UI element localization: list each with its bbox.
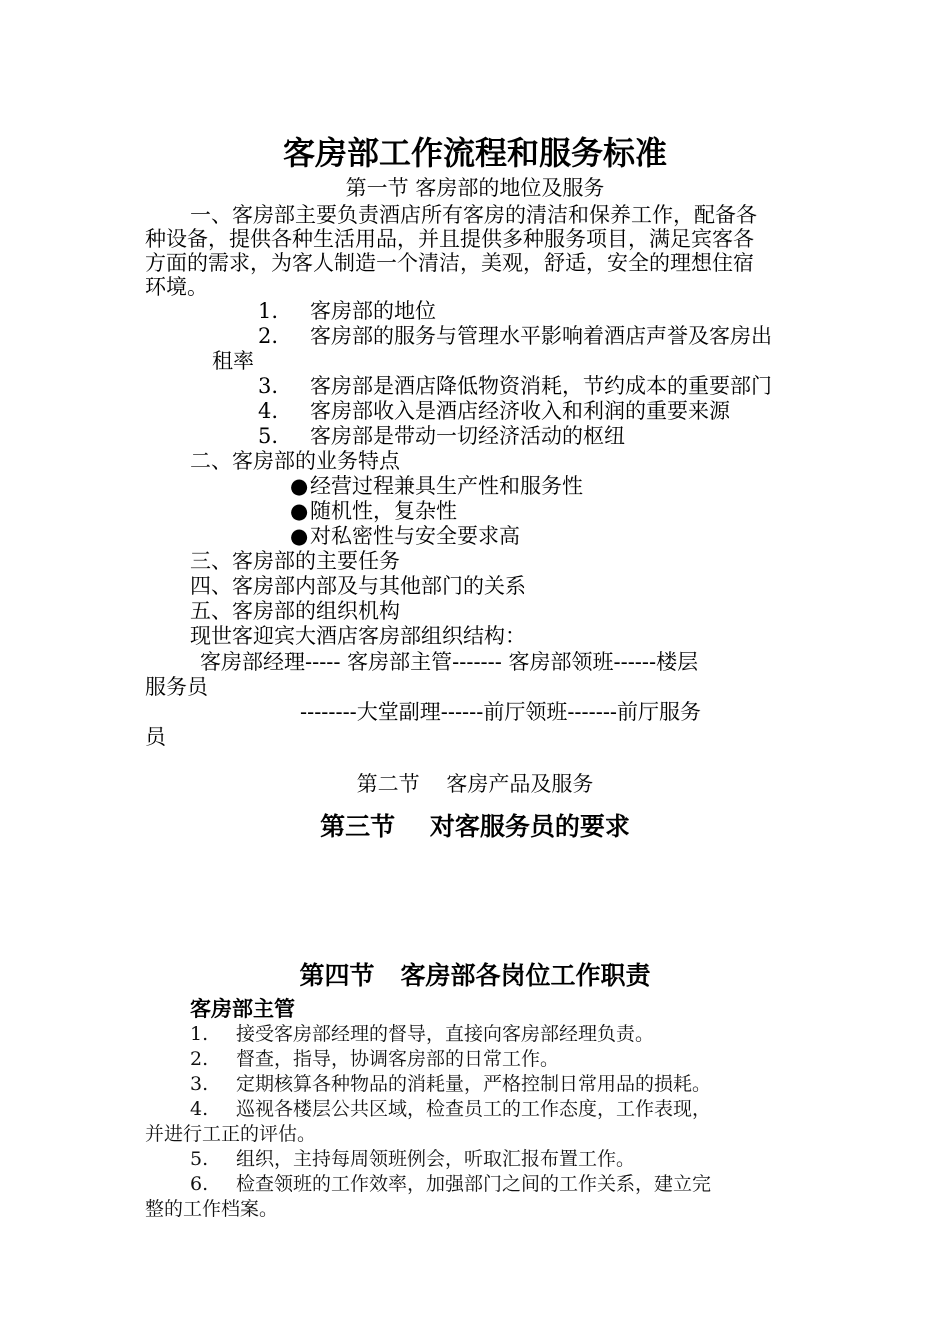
intro-line: 一、客房部主要负责酒店所有客房的清洁和保养工作，配备各: [190, 203, 757, 227]
tasks-heading: 三、客房部的主要任务: [190, 549, 400, 573]
org-chart-line: --------大堂副理------前厅领班-------前厅服务: [300, 700, 702, 724]
feature-item: [290, 499, 457, 523]
status-item-text: 客房部的服务与管理水平影响着酒店声誉及客房出: [310, 324, 772, 348]
duty-text: 组织，主持每周领班例会，听取汇报布置工作。: [236, 1148, 636, 1170]
status-item-number: 5.: [258, 424, 279, 448]
bullet-icon: ●: [290, 474, 309, 498]
duty-number: 1.: [190, 1023, 209, 1045]
status-item: [258, 299, 436, 323]
document-title: 客房部工作流程和服务标准: [282, 134, 667, 172]
feature-text: 对私密性与安全要求高: [310, 524, 520, 548]
status-item: [258, 374, 772, 398]
status-item-text: 客房部收入是酒店经济收入和利润的重要来源: [310, 399, 730, 423]
duty-text: 巡视各楼层公共区域，检查员工的工作态度，工作表现，: [236, 1098, 712, 1120]
duty-number: 4.: [190, 1098, 209, 1120]
status-item: [258, 399, 730, 423]
section2-heading: 第二节 客房产品及服务: [356, 772, 594, 796]
duty-text: 定期核算各种物品的消耗量，严格控制日常用品的损耗。: [236, 1073, 712, 1095]
intro-line: 种设备，提供各种生活用品，并且提供多种服务项目，满足宾客各: [145, 227, 754, 251]
duty-continuation: 整的工作档案。: [145, 1198, 279, 1220]
duty-item: [190, 1022, 654, 1046]
status-item: [258, 324, 772, 348]
section1-heading: 第一节 客房部的地位及服务: [345, 176, 605, 200]
duty-text: 检查领班的工作效率，加强部门之间的工作关系，建立完: [236, 1173, 712, 1195]
role-heading: 客房部主管: [190, 996, 295, 1021]
feature-item: [290, 474, 583, 498]
relations-heading: 四、客房部内部及与其他部门的关系: [190, 574, 526, 598]
duty-number: 5.: [190, 1148, 209, 1170]
duty-number: 6.: [190, 1173, 209, 1195]
status-item-text: 客房部是酒店降低物资消耗，节约成本的重要部门: [310, 374, 772, 398]
org-chart-line: 客房部经理----- 客房部主管------- 客房部领班------楼层: [200, 650, 699, 674]
status-item: [258, 424, 625, 448]
intro-line: 环境。: [145, 275, 208, 299]
status-item-continuation: 租率: [212, 349, 254, 373]
intro-line: 方面的需求，为客人制造一个清洁，美观，舒适，安全的理想住宿: [145, 251, 754, 275]
org-chart-line: 服务员: [145, 675, 208, 699]
status-item-text: 客房部是带动一切经济活动的枢纽: [310, 424, 625, 448]
duty-text: 督查，指导，协调客房部的日常工作。: [236, 1048, 560, 1070]
status-item-number: 1.: [258, 299, 279, 323]
duty-item: [190, 1097, 711, 1121]
feature-text: 随机性，复杂性: [310, 499, 457, 523]
duty-item: [190, 1147, 635, 1171]
features-heading: 二、客房部的业务特点: [190, 449, 400, 473]
org-heading: 五、客房部的组织机构: [190, 599, 400, 623]
duty-item: [190, 1172, 711, 1196]
duty-item: [190, 1047, 559, 1071]
duty-item: [190, 1072, 711, 1096]
duty-number: 2.: [190, 1048, 209, 1070]
status-item-text: 客房部的地位: [310, 299, 436, 323]
section3-heading: 第三节 对客服务员的要求: [320, 812, 630, 841]
status-item-number: 3.: [258, 374, 279, 398]
org-chart-line: 员: [145, 725, 166, 749]
feature-item: [290, 524, 520, 548]
status-item-number: 4.: [258, 399, 279, 423]
status-item-number: 2.: [258, 324, 279, 348]
section4-heading: 第四节 客房部各岗位工作职责: [299, 961, 651, 990]
org-intro: 现世客迎宾大酒店客房部组织结构：: [190, 624, 526, 648]
duty-text: 接受客房部经理的督导，直接向客房部经理负责。: [236, 1023, 655, 1045]
bullet-icon: ●: [290, 499, 309, 523]
feature-text: 经营过程兼具生产性和服务性: [310, 474, 583, 498]
duty-continuation: 并进行工正的评估。: [145, 1123, 317, 1145]
bullet-icon: ●: [290, 524, 309, 548]
duty-number: 3.: [190, 1073, 209, 1095]
